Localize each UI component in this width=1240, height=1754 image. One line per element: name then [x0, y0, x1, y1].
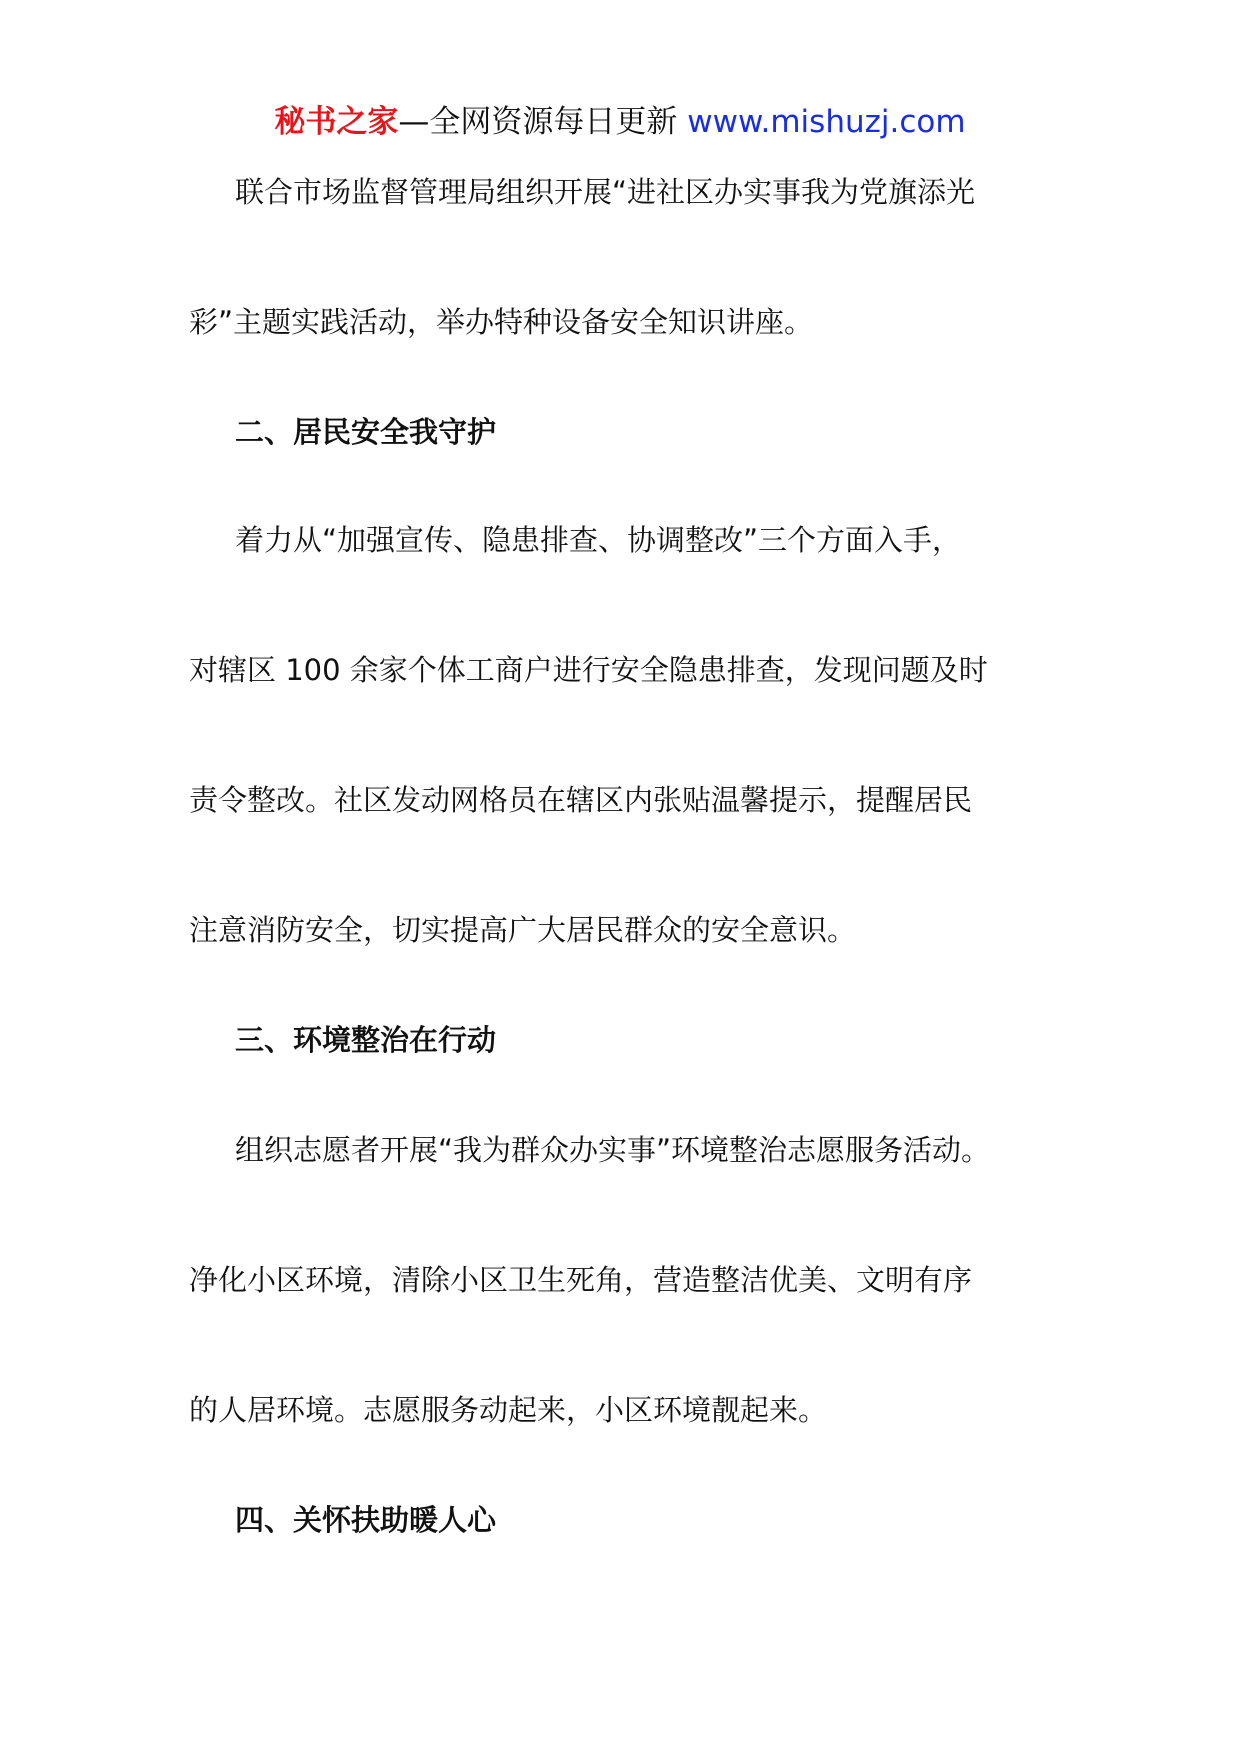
site-tagline: —全网资源每日更新 — [398, 104, 688, 140]
paragraph-line: 责令整改。社区发动网格员在辖区内张贴温馨提示，提醒居民 — [189, 783, 973, 817]
paragraph-line: 注意消防安全，切实提高广大居民群众的安全意识。 — [189, 913, 857, 947]
paragraph-line: 净化小区环境，清除小区卫生死角，营造整洁优美、文明有序 — [189, 1263, 973, 1297]
section-heading: 二、居民安全我守护 — [235, 415, 497, 449]
section-heading: 四、关怀扶助暖人心 — [235, 1503, 497, 1537]
site-header — [0, 100, 1240, 144]
section-heading: 三、环境整治在行动 — [235, 1023, 497, 1057]
paragraph-line: 联合市场监督管理局组织开展“进社区办实事我为党旗添光 — [235, 175, 976, 209]
paragraph-line: 组织志愿者开展“我为群众办实事”环境整治志愿服务活动。 — [235, 1133, 991, 1167]
site-brand: 秘书之家 — [274, 104, 399, 140]
paragraph-line: 彩”主题实践活动，举办特种设备安全知识讲座。 — [189, 305, 814, 339]
paragraph-line: 对辖区 100 余家个体工商户进行安全隐患排查，发现问题及时 — [189, 653, 988, 687]
paragraph-line: 的人居环境。志愿服务动起来，小区环境靓起来。 — [189, 1393, 828, 1427]
site-url-link[interactable]: www.mishuzj.com — [687, 104, 966, 140]
paragraph-line: 着力从“加强宣传、隐患排查、协调整改”三个方面入手， — [235, 523, 962, 557]
